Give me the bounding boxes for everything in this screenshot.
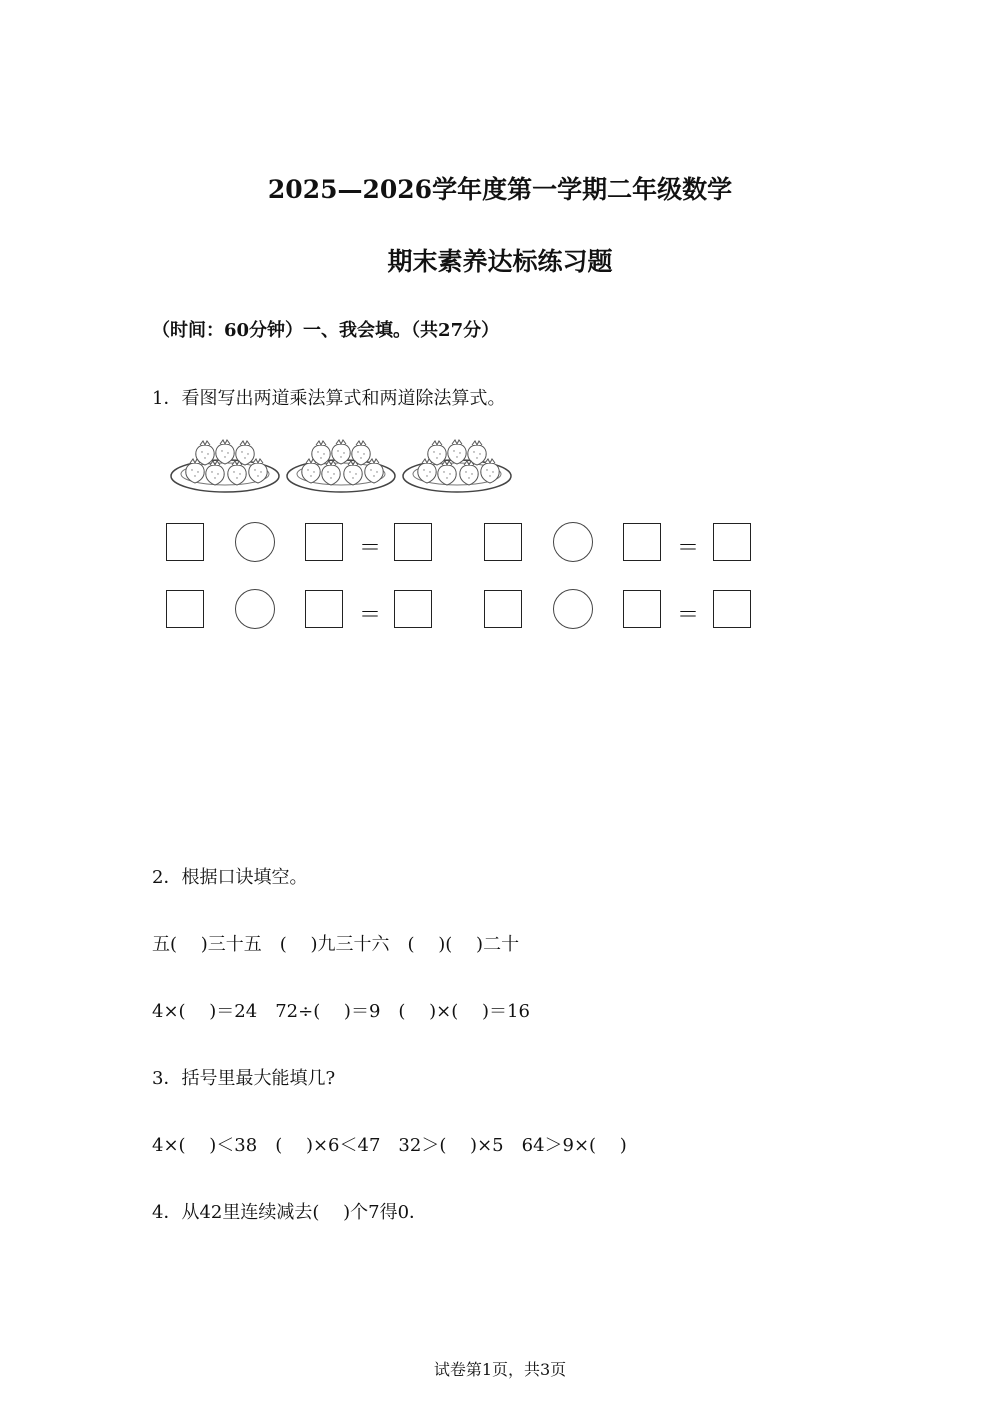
question-2-line-2: 4×( )＝24 72÷( )＝9 ( )×( )＝16 <box>152 1001 530 1022</box>
equals-sign: ＝ <box>677 536 700 561</box>
page-title-line2: 期末素养达标练习题 <box>387 247 613 276</box>
answer-box[interactable] <box>394 523 432 561</box>
answer-box[interactable] <box>484 590 522 628</box>
question-2: 2．根据口诀填空。 <box>152 867 308 888</box>
answer-box[interactable] <box>713 523 751 561</box>
operator-circle[interactable] <box>553 589 593 629</box>
operator-circle[interactable] <box>235 522 275 562</box>
answer-box[interactable] <box>394 590 432 628</box>
answer-box[interactable] <box>623 590 661 628</box>
operator-circle[interactable] <box>235 589 275 629</box>
answer-box[interactable] <box>305 590 343 628</box>
operator-circle[interactable] <box>553 522 593 562</box>
equals-sign: ＝ <box>359 536 382 561</box>
strawberry-plate-icon <box>287 440 395 492</box>
page-footer: 试卷第1页，共3页 <box>433 1360 567 1379</box>
question-2-line-1: 五( )三十五 ( )九三十六 ( )( )二十 <box>152 934 520 955</box>
page-title-line1: 2025—2026学年度第一学期二年级数学 <box>267 175 733 204</box>
exam-meta-section-heading: （时间：60分钟）一、我会填。（共27分） <box>152 320 500 341</box>
question-1: 1．看图写出两道乘法算式和两道除法算式。 <box>152 388 506 409</box>
answer-box[interactable] <box>623 523 661 561</box>
equals-sign: ＝ <box>677 603 700 628</box>
answer-box[interactable] <box>166 590 204 628</box>
question-3-line-1: 4×( )＜38 ( )×6＜47 32＞( )×5 64＞9×( ) <box>152 1135 627 1156</box>
strawberry-plates-picture <box>166 432 526 502</box>
strawberry-plate-icon <box>403 440 511 492</box>
equals-sign: ＝ <box>359 603 382 628</box>
answer-box[interactable] <box>166 523 204 561</box>
question-3: 3．括号里最大能填几? <box>152 1068 336 1089</box>
answer-box[interactable] <box>484 523 522 561</box>
question-4: 4．从42里连续减去( )个7得0． <box>152 1202 428 1223</box>
answer-box[interactable] <box>713 590 751 628</box>
answer-box[interactable] <box>305 523 343 561</box>
strawberry-plate-icon <box>171 440 279 492</box>
